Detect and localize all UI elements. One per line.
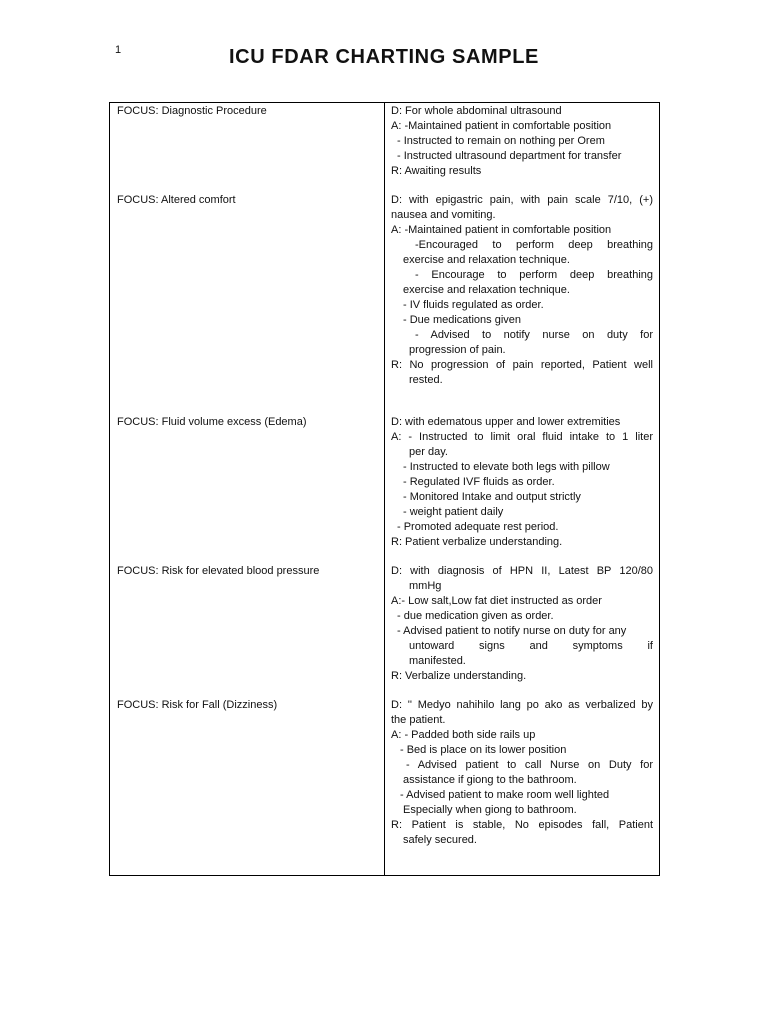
entry-line: A: -Maintained patient in comfortable position xyxy=(391,224,612,236)
column-divider xyxy=(384,103,385,875)
entry-line: - due medication given as order. xyxy=(397,610,554,622)
entry-line: - Due medications given xyxy=(403,314,522,326)
entry-line: D: For whole abdominal ultrasound xyxy=(391,105,562,117)
entry-line: mmHg xyxy=(409,580,442,592)
entry-line: safely secured. xyxy=(403,834,477,846)
fdar-table xyxy=(109,102,660,876)
entry-line: - Advised patient to call Nurse on Duty for xyxy=(406,759,653,771)
entry-line: R: Patient verbalize understanding. xyxy=(391,536,563,548)
entry-line: per day. xyxy=(409,446,448,458)
dar-entry xyxy=(391,698,653,848)
entry-line: Especially when giong to bathroom. xyxy=(403,804,577,816)
dar-entry xyxy=(391,104,653,179)
entry-line: D: '' Medyo nahihilo lang po ako as verbalized by xyxy=(391,699,653,711)
entry-line: assistance if giong to the bathroom. xyxy=(403,774,577,786)
entry-line: - Advised patient to make room well lighted xyxy=(400,789,610,801)
dar-entry xyxy=(391,193,653,388)
focus-label: FOCUS: Risk for elevated blood pressure xyxy=(117,565,320,577)
entry-line: progression of pain. xyxy=(409,344,506,356)
entry-line: R: Awaiting results xyxy=(391,165,482,177)
entry-line: rested. xyxy=(409,374,443,386)
entry-line: - Bed is place on its lower position xyxy=(400,744,567,756)
focus-label: FOCUS: Fluid volume excess (Edema) xyxy=(117,416,307,428)
page-title: ICU FDAR CHARTING SAMPLE xyxy=(229,46,539,68)
dar-entry xyxy=(391,415,653,550)
entry-line: exercise and relaxation technique. xyxy=(403,284,570,296)
entry-line: - Instructed ultrasound department for transfer xyxy=(397,150,622,162)
entry-line: D: with epigastric pain, with pain scale 7/10, (+) xyxy=(391,194,653,206)
entry-line: R: No progression of pain reported, Patient well xyxy=(391,359,653,371)
entry-line: D: with edematous upper and lower extremities xyxy=(391,416,621,428)
entry-line: - weight patient daily xyxy=(403,506,504,518)
entry-line: R: Patient is stable, No episodes fall, Patient xyxy=(391,819,653,831)
entry-line: - Monitored Intake and output strictly xyxy=(403,491,581,503)
page-number: 1 xyxy=(115,44,122,56)
entry-line: manifested. xyxy=(409,655,466,667)
entry-line: A: -Maintained patient in comfortable position xyxy=(391,120,612,132)
focus-label: FOCUS: Diagnostic Procedure xyxy=(117,105,267,117)
entry-line: A: - Instructed to limit oral fluid intake to 1 liter xyxy=(391,431,653,443)
focus-label: FOCUS: Risk for Fall (Dizziness) xyxy=(117,699,278,711)
entry-line: - Regulated IVF fluids as order. xyxy=(403,476,555,488)
entry-line: - Promoted adequate rest period. xyxy=(397,521,559,533)
entry-line: A: - Padded both side rails up xyxy=(391,729,536,741)
entry-line: D: with diagnosis of HPN II, Latest BP 120/80 xyxy=(391,565,653,577)
entry-line: -Encouraged to perform deep breathing xyxy=(415,239,653,251)
entry-line: nausea and vomiting. xyxy=(391,209,496,221)
dar-entry xyxy=(391,564,653,684)
entry-line: untoward signs and symptoms if xyxy=(409,640,653,652)
focus-label: FOCUS: Altered comfort xyxy=(117,194,236,206)
entry-line: - Encourage to perform deep breathing xyxy=(415,269,653,281)
entry-line: - IV fluids regulated as order. xyxy=(403,299,544,311)
entry-line: A:- Low salt,Low fat diet instructed as order xyxy=(391,595,602,607)
entry-line: the patient. xyxy=(391,714,446,726)
entry-line: - Advised to notify nurse on duty for xyxy=(415,329,653,341)
entry-line: R: Verbalize understanding. xyxy=(391,670,527,682)
entry-line: - Instructed to elevate both legs with pillow xyxy=(403,461,610,473)
entry-line: exercise and relaxation technique. xyxy=(403,254,570,266)
entry-line: - Instructed to remain on nothing per Orem xyxy=(397,135,605,147)
entry-line: - Advised patient to notify nurse on duty for any xyxy=(397,625,627,637)
